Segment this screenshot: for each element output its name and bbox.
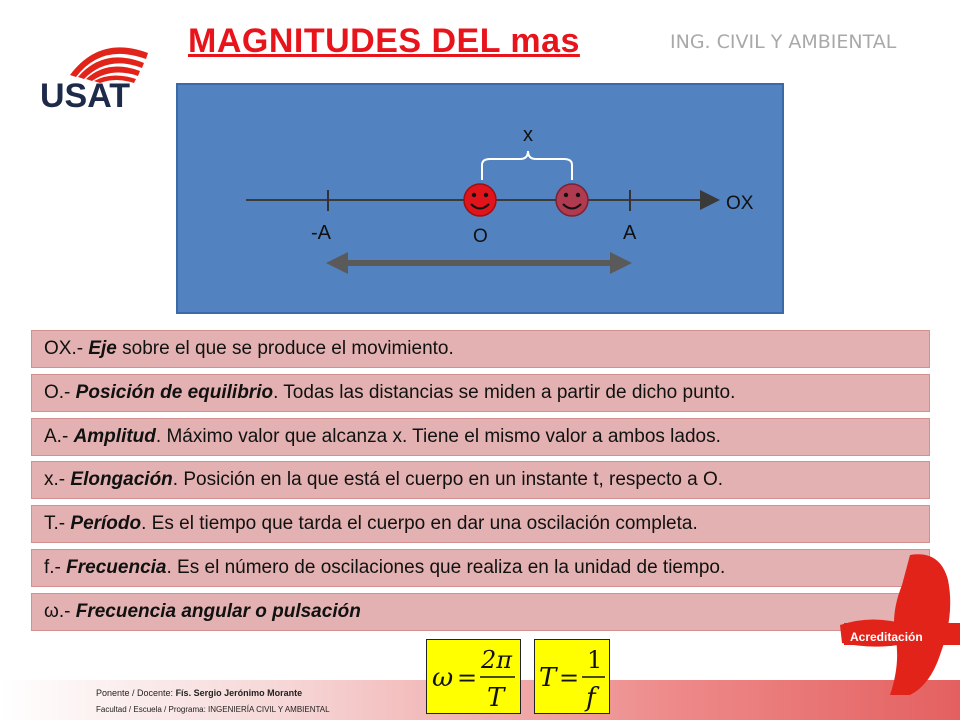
definition-prefix: T.- (44, 513, 71, 534)
definition-text: . Es el número de oscilaciones que realiza en la unidad de tiempo. (166, 557, 726, 578)
logo-text: USAT (40, 77, 131, 115)
period-formula (534, 639, 610, 714)
definition-row (31, 461, 930, 499)
formula-omega-eq: = (457, 664, 478, 692)
angular-frequency-formula (426, 639, 521, 714)
amplitude-label: A (623, 222, 637, 244)
definition-term: Frecuencia (66, 557, 167, 578)
origin-label: O (473, 226, 488, 247)
definition-text: . Máximo valor que alcanza x. Tiene el mismo valor a ambos lados. (155, 426, 721, 447)
definition-row (31, 593, 930, 631)
definition-row (31, 374, 930, 412)
definition-term: Período (70, 513, 142, 534)
formula-period-eq: = (559, 664, 580, 692)
definition-prefix: x.- (44, 469, 71, 490)
definition-text: . Todas las distancias se miden a partir de dicho punto. (273, 382, 736, 403)
definition-text: . Posición en la que está el cuerpo en un instante t, respecto a O. (172, 469, 724, 490)
definition-text: sobre el que se produce el movimiento. (116, 338, 454, 359)
definition-term: Frecuencia angular o pulsación (75, 601, 361, 622)
formula-omega-den: T (487, 683, 505, 713)
definition-prefix: O.- (44, 382, 76, 403)
mass-origin-icon (464, 184, 496, 216)
definition-term: Eje (88, 338, 117, 359)
accreditation-mascot-icon (830, 545, 960, 695)
footer-lecturer (96, 688, 302, 698)
definition-term: Amplitud (73, 426, 156, 447)
definition-prefix: OX.- (44, 338, 89, 359)
footer-faculty: Facultad / Escuela / Programa: INGENIERÍA CIVIL Y AMBIENTAL (96, 705, 330, 714)
formula-period-num: 1 (587, 646, 603, 674)
definition-prefix: ω.- (44, 601, 76, 622)
formula-period-den: f (586, 683, 596, 713)
x-brace (482, 151, 572, 180)
amplitude-double-arrow (326, 252, 632, 274)
definition-text: . Es el tiempo que tarda el cuerpo en dar una oscilación completa. (141, 513, 698, 534)
mass-displaced-icon (556, 184, 588, 216)
oscillation-diagram (176, 83, 784, 314)
definition-row (31, 418, 930, 456)
formula-period-lhs: T (539, 663, 557, 693)
definition-term: Elongación (70, 469, 173, 490)
definition-term: Posición de equilibrio (75, 382, 274, 403)
definition-row (31, 549, 930, 587)
axis-label: OX (726, 193, 754, 214)
footer-lecturer-name: Fís. Sergio Jerónimo Morante (175, 688, 303, 698)
definition-row (31, 505, 930, 543)
department-label: ING. CIVIL Y AMBIENTAL (670, 31, 897, 53)
definition-prefix: A.- (44, 426, 74, 447)
neg-amplitude-label: -A (311, 222, 331, 244)
formula-omega-num: 2π (481, 646, 513, 674)
definition-row (31, 330, 930, 368)
usat-logo (30, 35, 160, 115)
footer-lecturer-label: Ponente / Docente: (96, 688, 176, 698)
accreditation-badge: Acreditación (850, 630, 923, 644)
definition-prefix: f.- (44, 557, 67, 578)
formula-omega-lhs: ω (432, 663, 454, 693)
x-label: x (523, 124, 533, 146)
diagram-svg (178, 85, 782, 312)
page-title: MAGNITUDES DEL mas (188, 22, 580, 60)
